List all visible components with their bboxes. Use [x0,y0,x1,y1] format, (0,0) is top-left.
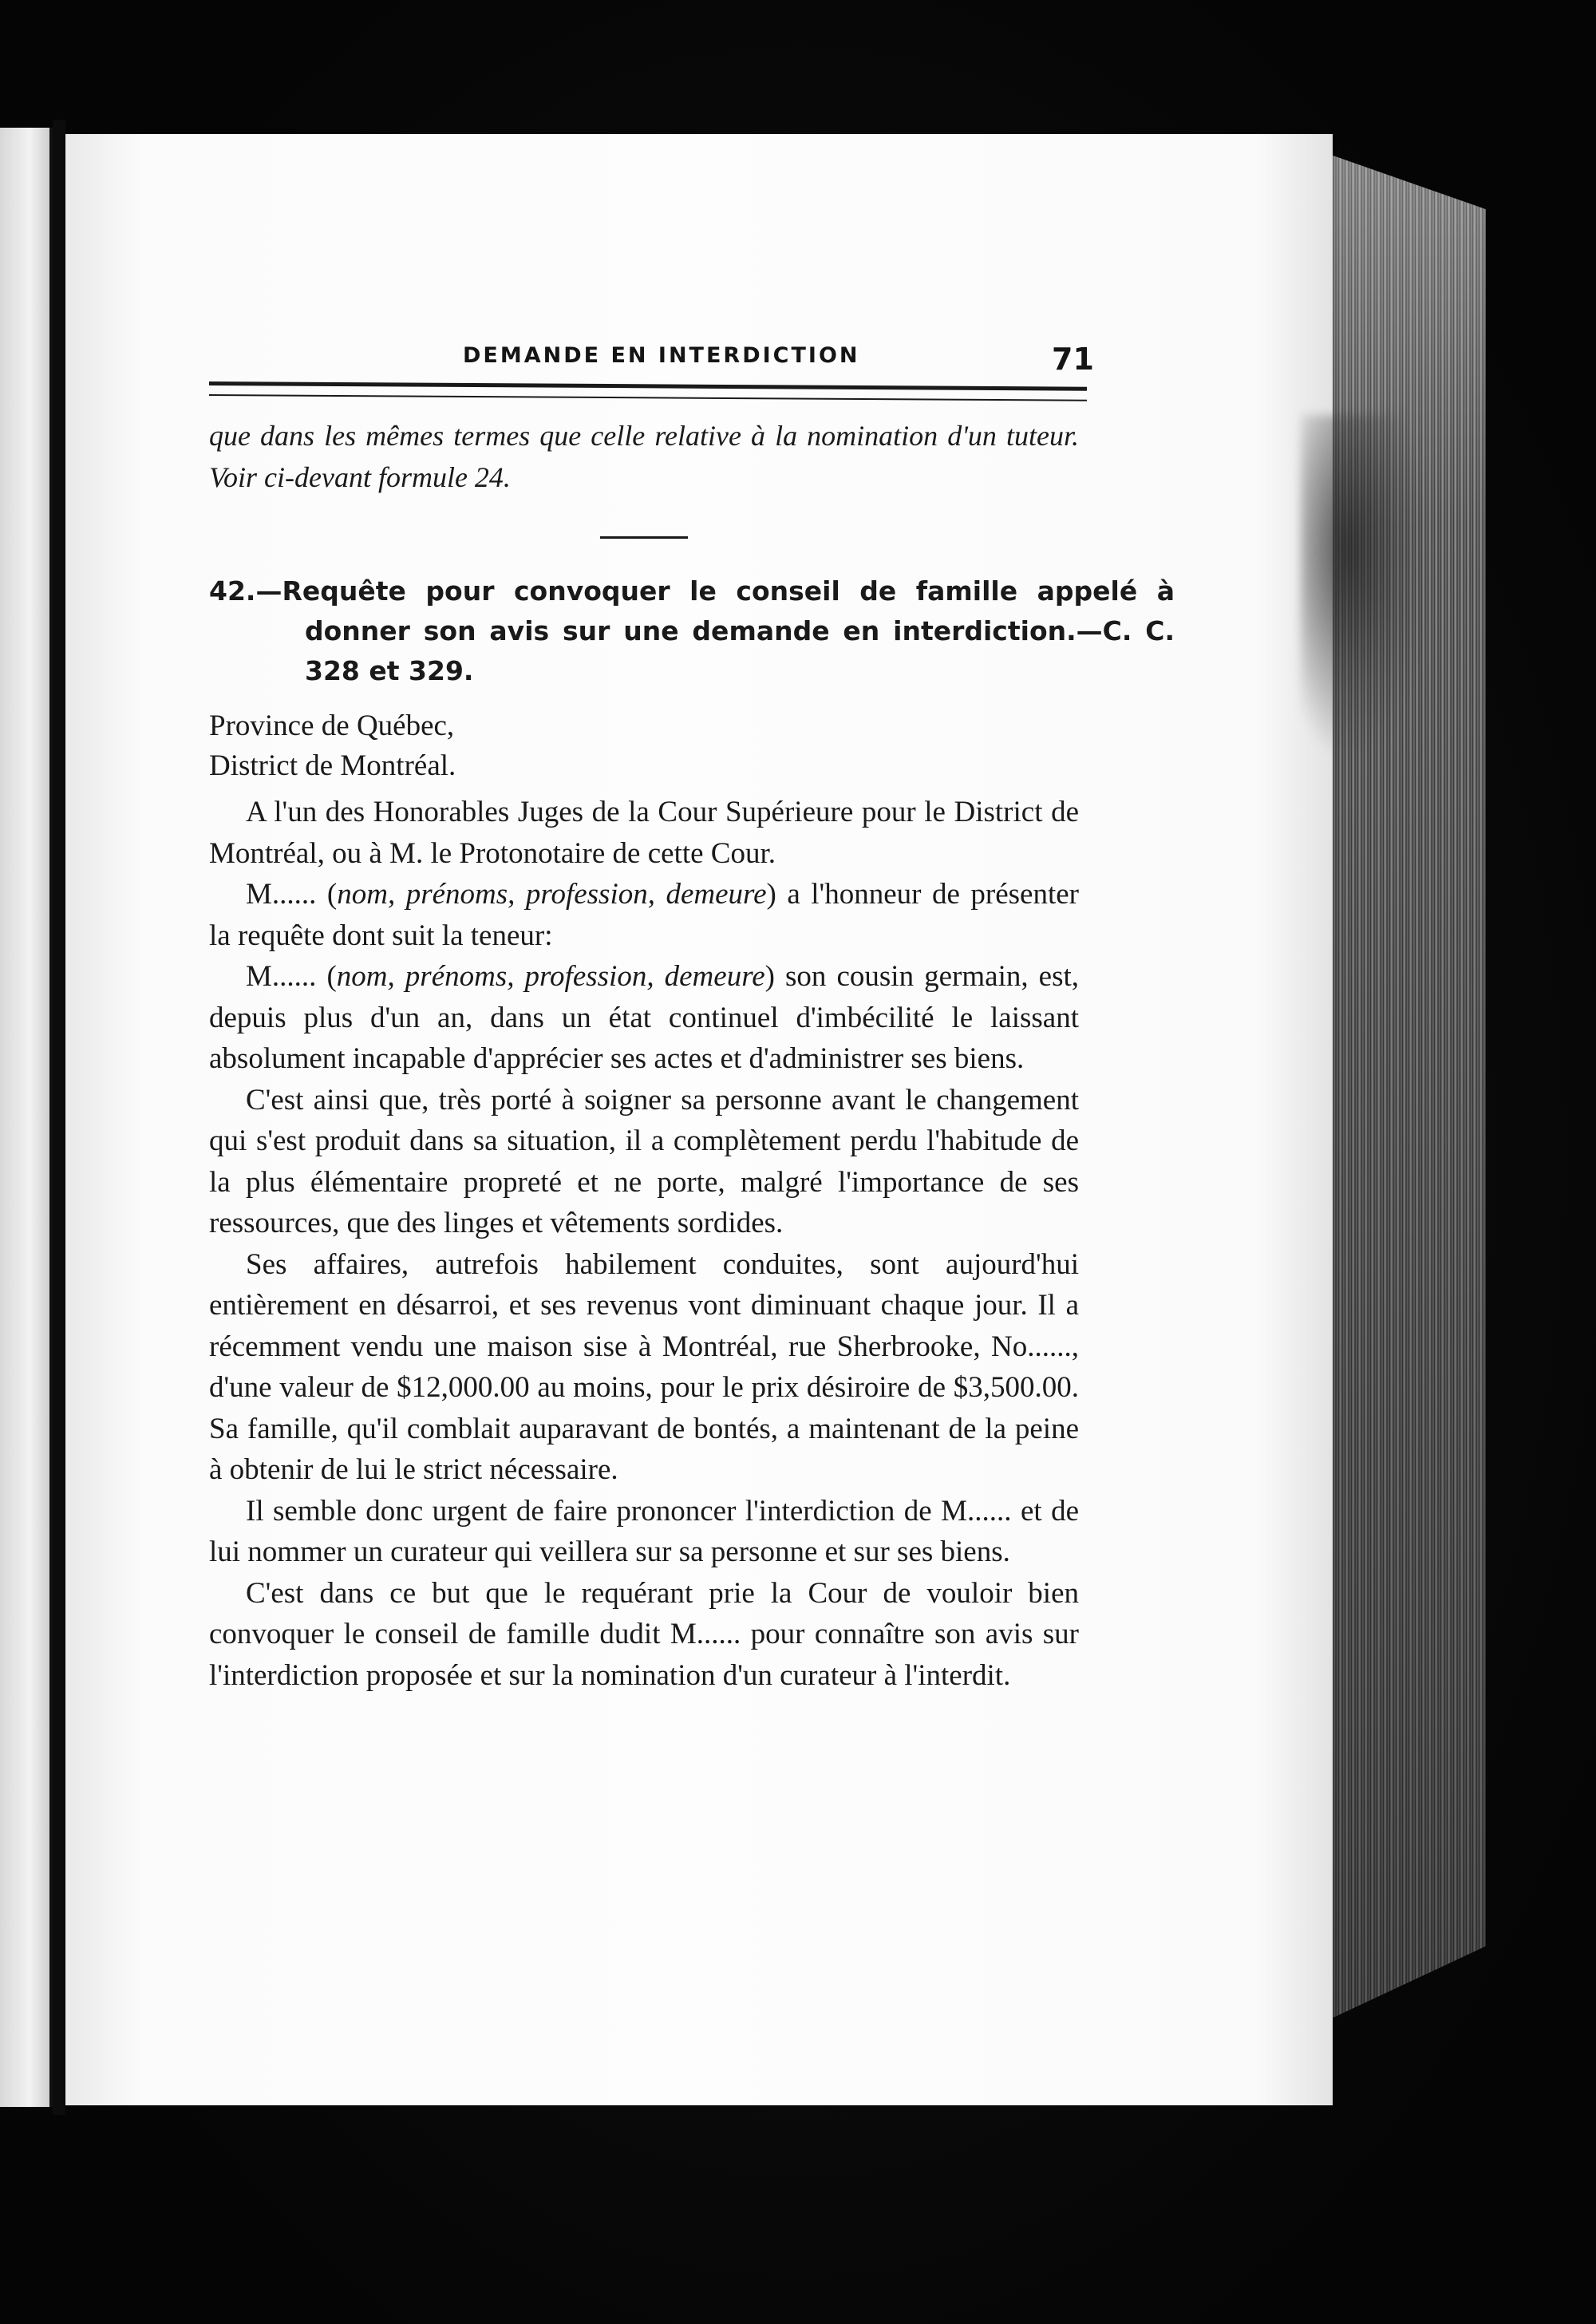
running-header-title: DEMANDE EN INTERDICTION [463,343,860,368]
intro-paragraph: que dans les mêmes termes que celle relative à la nomination d'un tuteur. Voir ci-devant formule 24. [209,420,1079,493]
paragraph-4: C'est ainsi que, très porté à soigner sa personne avant le changement qui s'est produit dans sa situation, il a complètement perdu l'habitude de la plus élémentaire propreté et ne porte, malgré l'importance de ses ressources, que des linges et vêtements sordides. [209,1083,1079,1239]
paragraph-3-end: ) son cousin germain, est, depuis plus d'un an, dans un état continuel d'imbécilité le laissant absolument incapable d'apprécier ses actes et d'administrer ses biens. [209,960,1079,1075]
paragraph-2-start: M...... ( [246,878,338,911]
paragraph-1: A l'un des Honorables Juges de la Cour Supérieure pour le District de Montréal, ou à M. le Protonotaire de cette Cour. [209,796,1079,870]
book-gutter [53,120,65,2115]
section-heading: 42.—Requête pour convoquer le conseil de famille appelé à donner son avis sur une demande en interdiction.—C. C. 328 et 329. [209,575,1175,686]
previous-page-edge [0,128,56,2107]
page-number: 71 [1052,342,1094,377]
section-divider [600,536,688,539]
page-stain [1301,415,1420,750]
paragraph-6: Il semble donc urgent de faire prononcer l'interdiction de M...... et de lui nommer un curateur qui veillera sur sa personne et sur ses biens. [209,1494,1079,1568]
address-district: District de Montréal. [209,749,456,782]
paragraph-2-italic: nom, prénoms, profession, demeure [337,878,767,911]
paragraph-2 [209,874,1079,956]
body-text [209,792,1079,1696]
paragraph-2-end: ) a l'honneur de présenter la requête dont suit la teneur: [209,878,1079,952]
paragraph-7: C'est dans ce but que le requérant prie la Cour de vouloir bien convoquer le conseil de famille dudit M...... pour connaître son avis sur l'interdiction proposée et sur la nomination d'un curateur à l'interdit. [209,1576,1079,1692]
paragraph-3 [209,956,1079,1080]
paragraph-3-start: M...... ( [246,960,337,993]
address-province: Province de Québec, [209,709,455,742]
paragraph-3-italic: nom, prénoms, profession, demeure [336,960,765,993]
paragraph-5: Ses affaires, autrefois habilement conduites, sont aujourd'hui entièrement en désarroi, et ses revenus vont diminuant chaque jour. Il a récemment vendu une maison sise à Montréal, rue Sherbrooke, No......, d'une valeur de $12,000.00 au moins, pour le prix désiroire de $3,500.00. Sa famille, qu'il comblait auparavant de bontés, a maintenant de la peine à obtenir de lui le strict nécessaire. [209,1247,1079,1486]
